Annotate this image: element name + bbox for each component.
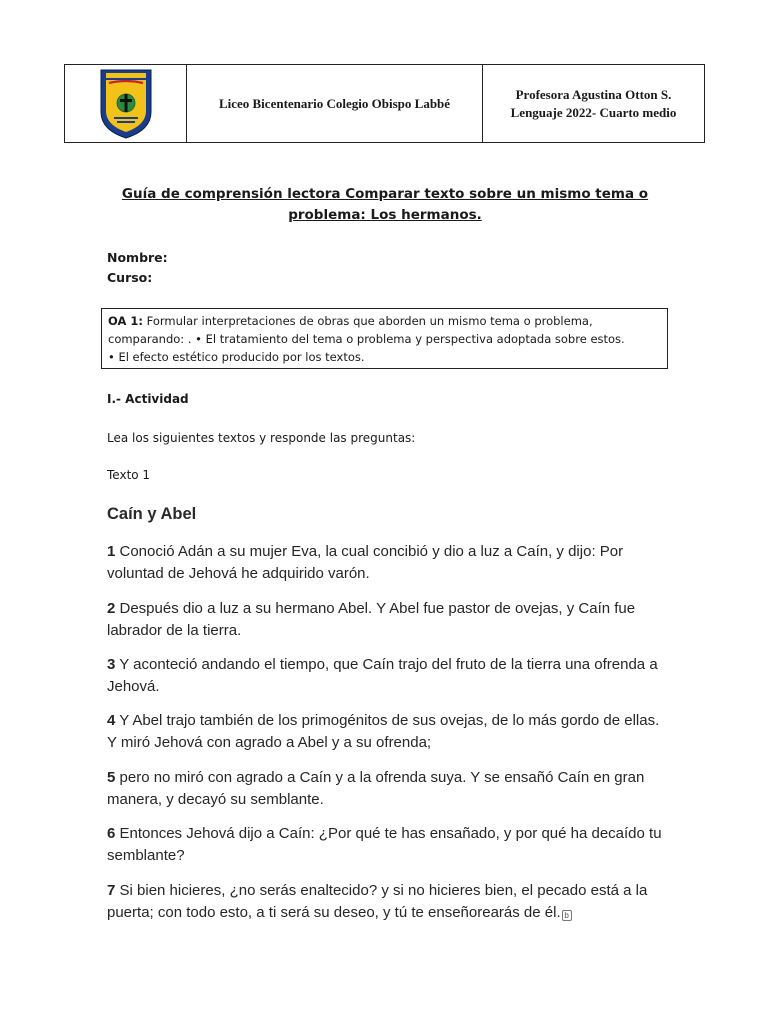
verse-text: Y Abel trajo también de los primogénitos de sus ovejas, de lo más gordo de ellas. [115, 712, 660, 729]
verse-text: manera, y decayó su semblante. [107, 791, 324, 808]
verse-number: 1 [107, 543, 116, 560]
logo-cell [65, 65, 187, 142]
verse-text: Jehová. [107, 678, 160, 695]
activity-instruction: Lea los siguientes textos y responde las preguntas: [107, 431, 416, 445]
verse-3 [107, 654, 677, 698]
verse-number: 7 [107, 882, 116, 899]
document-title [107, 184, 663, 226]
verse-number: 5 [107, 769, 116, 786]
verse-number: 6 [107, 825, 116, 842]
verse-text: voluntad de Jehová he adquirido varón. [107, 565, 370, 582]
verse-number: 4 [107, 712, 116, 729]
verse-text: pero no miró con agrado a Caín y a la ofrenda suya. Y se ensañó Caín en gran [115, 769, 645, 786]
verse-text: Y miró Jehová con agrado a Abel y a su ofrenda; [107, 734, 432, 751]
teacher-name: Profesora Agustina Otton S. [515, 86, 672, 102]
verse-text: Y aconteció andando el tiempo, que Caín trajo del fruto de la tierra una ofrenda a [115, 656, 658, 673]
document-header [64, 64, 705, 143]
verse-text: semblante? [107, 847, 185, 864]
text-label: Texto 1 [107, 468, 151, 482]
title-line-1: Guía de comprensión lectora Comparar texto sobre un mismo tema o [121, 186, 649, 202]
school-name: Liceo Bicentenario Colegio Obispo Labbé [187, 65, 483, 142]
objective-line-1-text: Formular interpretaciones de obras que aborden un mismo tema o problema, [142, 314, 593, 328]
course-name: Lenguaje 2022- Cuarto medio [510, 104, 677, 120]
name-field-label: Nombre: [107, 250, 168, 265]
verse-1 [107, 541, 677, 585]
teacher-info [483, 65, 704, 142]
verse-text: Entonces Jehová dijo a Caín: ¿Por qué te has ensañado, y por qué ha decaído tu [115, 825, 662, 842]
objective-line-2: comparando: . • El tratamiento del tema o problema y perspectiva adoptada sobre estos. [108, 332, 625, 346]
verse-text: labrador de la tierra. [107, 622, 242, 639]
story-title: Caín y Abel [107, 505, 197, 523]
verse-text: puerta; con todo esto, a ti será su deseo, y tú te enseñorearás de él. [107, 904, 561, 921]
objective-line-1 [108, 312, 661, 330]
objective-line-3: • El efecto estético producido por los textos. [108, 350, 365, 364]
objective-box [101, 308, 668, 369]
course-field-label: Curso: [107, 270, 153, 285]
verse-6 [107, 823, 677, 867]
verse-4 [107, 710, 677, 754]
verse-5 [107, 767, 677, 811]
activity-heading: I.- Actividad [107, 392, 189, 406]
verse-text: Si bien hicieres, ¿no serás enaltecido? y si no hicieres bien, el pecado está a la [115, 882, 648, 899]
verse-2 [107, 598, 677, 642]
verse-text: Conoció Adán a su mujer Eva, la cual concibió y dio a luz a Caín, y dijo: Por [115, 543, 624, 560]
verse-number: 2 [107, 600, 116, 617]
title-line-2: problema: Los hermanos. [288, 207, 482, 223]
footnote-marker-icon[interactable]: b [562, 910, 572, 921]
school-crest-icon [99, 68, 153, 140]
verse-text: Después dio a luz a su hermano Abel. Y Abel fue pastor de ovejas, y Caín fue [115, 600, 636, 617]
verse-7 [107, 880, 677, 924]
verse-number: 3 [107, 656, 116, 673]
objective-label: OA 1: [108, 314, 143, 328]
